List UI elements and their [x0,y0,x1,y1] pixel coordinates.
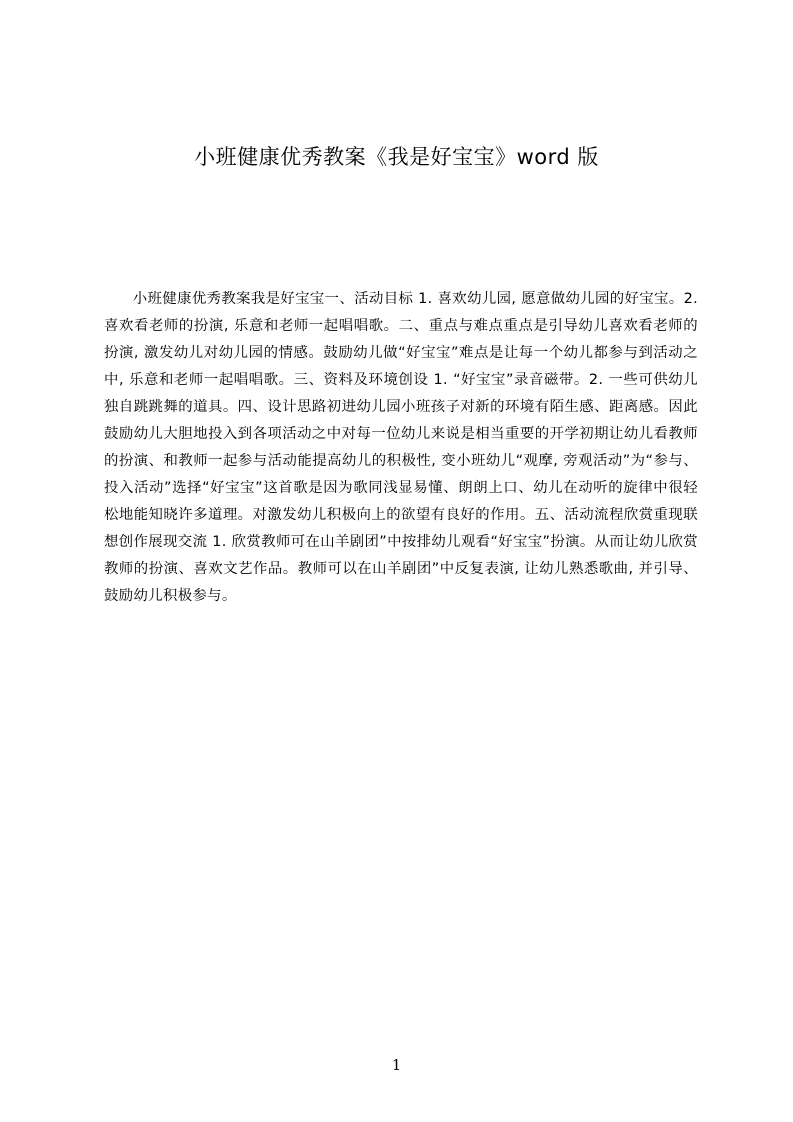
document-title: 小班健康优秀教案《我是好宝宝》word 版 [194,145,599,169]
page-number: 1 [391,1056,402,1074]
body-paragraph: 小班健康优秀教案我是好宝宝一、活动目标 1. 喜欢幼儿园, 愿意做幼儿园的好宝宝。2. 喜欢看老师的扮演, 乐意和老师一起唱唱歌。二、重点与难点重点是引导幼儿喜欢看老师的扮演, 激发幼儿对幼儿园的情感。鼓励幼儿做“好宝宝”难点是让每一个幼儿都参与到活动之中, 乐意和老师一起唱唱歌。三、资料及环境创设 1. “好宝宝”录音磁带。2. 一些可供幼儿独自跳跳舞的道具。四、设计思路初进幼儿园小班孩子对新的环境有陌生感、距离感。因此鼓励幼儿大胆地投入到各项活动之中对每一位幼儿来说是相当重要的开学初期让幼儿看教师的扮演、和教师一起参与活动能提高幼儿的积极性, 变小班幼儿“观摩, 旁观活动”为“参与、投入活动”选择“好宝宝”这首歌是因为歌同浅显易懂、朗朗上口、幼儿在动听的旋律中很轻松地能知晓许多道理。对激发幼儿积极向上的欲望有良好的作用。五、活动流程欣赏重现联想创作展现交流 1. 欣赏教师可在山羊剧团”中按排幼儿观看“好宝宝”扮演。从而让幼儿欣赏教师的扮演、喜欢文艺作品。教师可以在山羊剧团”中反复表演, 让幼儿熟悉歌曲, 并引导、鼓励幼儿积极参与。 [104,291,698,604]
